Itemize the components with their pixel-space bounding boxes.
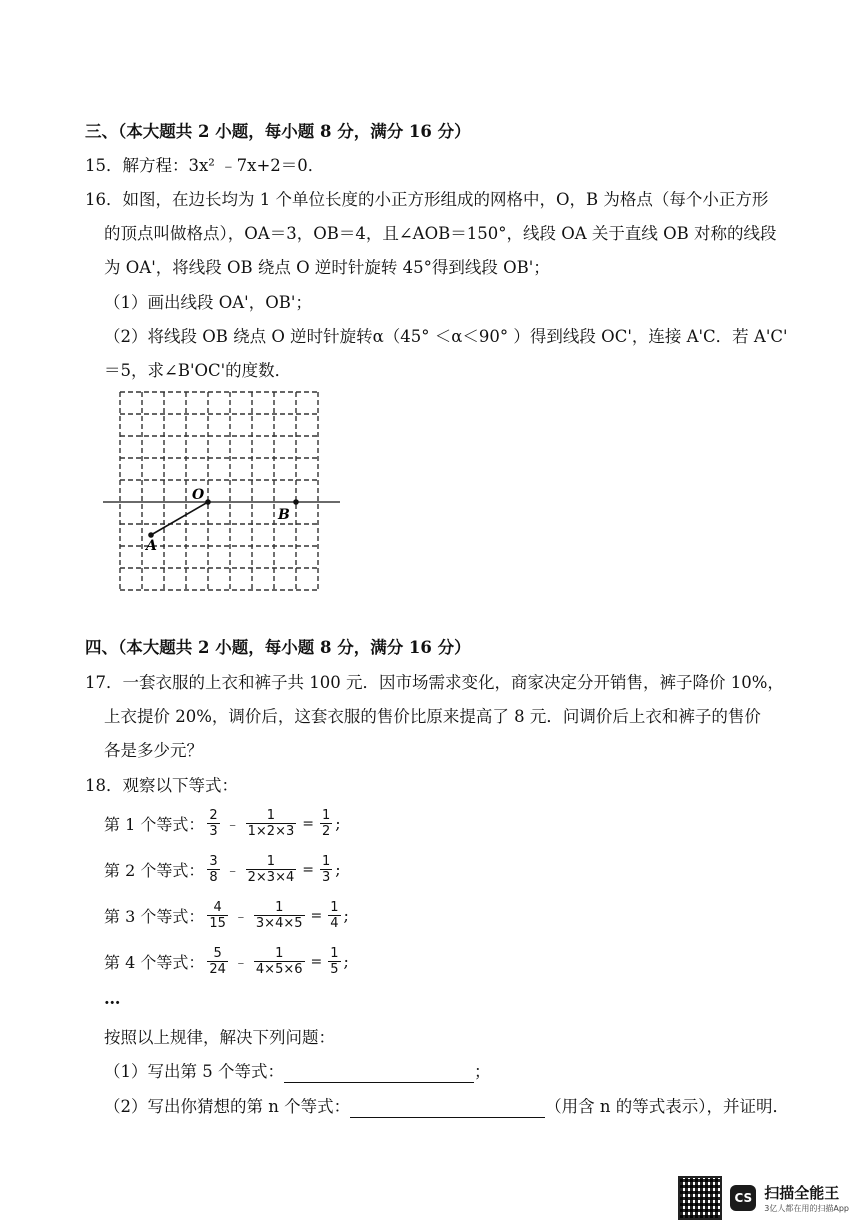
camscanner-logo: CS: [730, 1185, 756, 1211]
fraction-denominator: 24: [209, 962, 226, 977]
point-a: [148, 532, 154, 538]
fraction-b: [254, 946, 305, 977]
equation-row: [104, 854, 341, 885]
section3-title: 三、（本大题共 2 小题，每小题 8 分，满分 16 分）: [85, 122, 471, 141]
fraction-numerator: 4: [213, 900, 222, 915]
fraction-numerator: 1: [330, 946, 339, 961]
part1-text: （1）写出第 5 个等式：: [104, 1062, 284, 1081]
label-o: O: [192, 487, 205, 503]
scanner-watermark: [678, 1176, 849, 1220]
question-16-line2: 的顶点叫做格点），OA＝3，OB＝4，且∠AOB＝150°，线段 OA 关于直线 OB 对称的线段: [104, 224, 777, 243]
semicolon: ;: [343, 952, 349, 971]
fraction-numerator: 1: [321, 808, 331, 823]
fraction-c: [320, 854, 332, 885]
fraction-c: [320, 808, 332, 839]
fraction-denominator: 4: [330, 916, 339, 931]
minus-sign: ﹣: [225, 816, 240, 833]
equation-label: 第 4 个等式：: [104, 953, 205, 972]
point-o: [205, 499, 211, 505]
point-b: [293, 499, 299, 505]
fraction-numerator: 1: [330, 900, 339, 915]
fraction-denominator: 1×2×3: [247, 824, 295, 839]
question-17-line3: 各是多少元？: [104, 741, 203, 760]
question-16-part2-line2: ＝5，求∠B'OC'的度数．: [104, 361, 292, 380]
equation-row: [104, 808, 341, 839]
grid-lines: [120, 392, 318, 590]
fraction-a: [207, 946, 228, 977]
segment-oa: [151, 502, 208, 535]
fraction-numerator: 2: [209, 808, 218, 823]
question-17-line1: 17．一套衣服的上衣和裤子共 100 元．因市场需求变化，商家决定分开销售，裤子降价 10%，: [85, 673, 784, 692]
semicolon: ;: [335, 814, 341, 833]
fraction-c: [328, 900, 340, 931]
semicolon: ;: [343, 906, 349, 925]
fraction-numerator: 5: [213, 946, 222, 961]
semicolon: ;: [335, 860, 341, 879]
question-18-rule: 按照以上规律，解决下列问题：: [104, 1028, 335, 1047]
fraction-a: [207, 808, 219, 839]
equation-label: 第 3 个等式：: [104, 907, 205, 926]
ellipsis: …: [104, 989, 121, 1008]
fraction-denominator: 4×5×6: [255, 962, 303, 977]
qr-code-icon: [678, 1176, 722, 1220]
fraction-b: [246, 808, 297, 839]
answer-blank-1[interactable]: [284, 1064, 474, 1083]
fraction-a: [207, 854, 219, 885]
question-16-line1: 16．如图，在边长均为 1 个单位长度的小正方形组成的网格中，O，B 为格点（每个小正方形: [85, 190, 769, 209]
question-18-intro: 18．观察以下等式：: [85, 776, 238, 795]
fraction-numerator: 1: [275, 900, 284, 915]
question-17-line2: 上衣提价 20%，调价后，这套衣服的售价比原来提高了 8 元．问调价后上衣和裤子的售价: [104, 707, 761, 726]
fraction-numerator: 1: [266, 854, 276, 869]
fraction-denominator: 8: [209, 870, 218, 885]
question-16-part2-line1: （2）将线段 OB 绕点 O 逆时针旋转α（45° ＜α＜90° ）得到线段 OC'，连接 A'C．若 A'C': [104, 327, 788, 346]
equation-label: 第 1 个等式：: [104, 815, 205, 834]
minus-sign: ﹣: [233, 908, 248, 925]
fraction-numerator: 1: [321, 854, 331, 869]
equation-label: 第 2 个等式：: [104, 861, 205, 880]
fraction-b: [254, 900, 305, 931]
minus-sign: ﹣: [225, 862, 240, 879]
equals-sign: =: [302, 815, 314, 832]
equation-row: [104, 900, 349, 931]
brand-slogan: 3亿人都在用的扫描App: [764, 1204, 849, 1213]
equation-row: [104, 946, 349, 977]
answer-blank-2[interactable]: [350, 1099, 545, 1118]
grid-figure: [100, 388, 350, 598]
fraction-denominator: 3×4×5: [255, 916, 303, 931]
brand-block: [764, 1182, 849, 1214]
section4-title: 四、（本大题共 2 小题，每小题 8 分，满分 16 分）: [85, 638, 471, 657]
label-b: B: [278, 507, 290, 523]
question-15: 15．解方程：3x² ﹣7x+2＝0．: [85, 156, 325, 175]
equals-sign: =: [310, 907, 323, 924]
equals-sign: =: [310, 953, 323, 970]
fraction-numerator: 1: [266, 808, 276, 823]
question-16-part1: （1）画出线段 OA'，OB'；: [104, 293, 312, 312]
equals-sign: =: [302, 861, 314, 878]
label-a: A: [146, 538, 157, 554]
fraction-denominator: 2: [321, 824, 331, 839]
fraction-denominator: 15: [209, 916, 226, 931]
fraction-numerator: 3: [209, 854, 218, 869]
brand-name: 扫描全能王: [764, 1184, 840, 1202]
minus-sign: ﹣: [233, 954, 248, 971]
fraction-c: [328, 946, 340, 977]
fraction-denominator: 3: [209, 824, 218, 839]
question-18-part1: [104, 1061, 491, 1083]
fraction-denominator: 5: [330, 962, 339, 977]
part2-end: （用含 n 的等式表示），并证明．: [545, 1097, 789, 1116]
fraction-b: [246, 854, 297, 885]
fraction-denominator: 2×3×4: [247, 870, 295, 885]
fraction-denominator: 3: [321, 870, 331, 885]
part2-text: （2）写出你猜想的第 n 个等式：: [104, 1097, 351, 1116]
fraction-a: [207, 900, 228, 931]
question-18-part2: [104, 1096, 789, 1118]
question-16-line3: 为 OA'，将线段 OB 绕点 O 逆时针旋转 45°得到线段 OB'；: [104, 258, 550, 277]
fraction-numerator: 1: [275, 946, 284, 961]
part1-end: ；: [474, 1062, 491, 1081]
